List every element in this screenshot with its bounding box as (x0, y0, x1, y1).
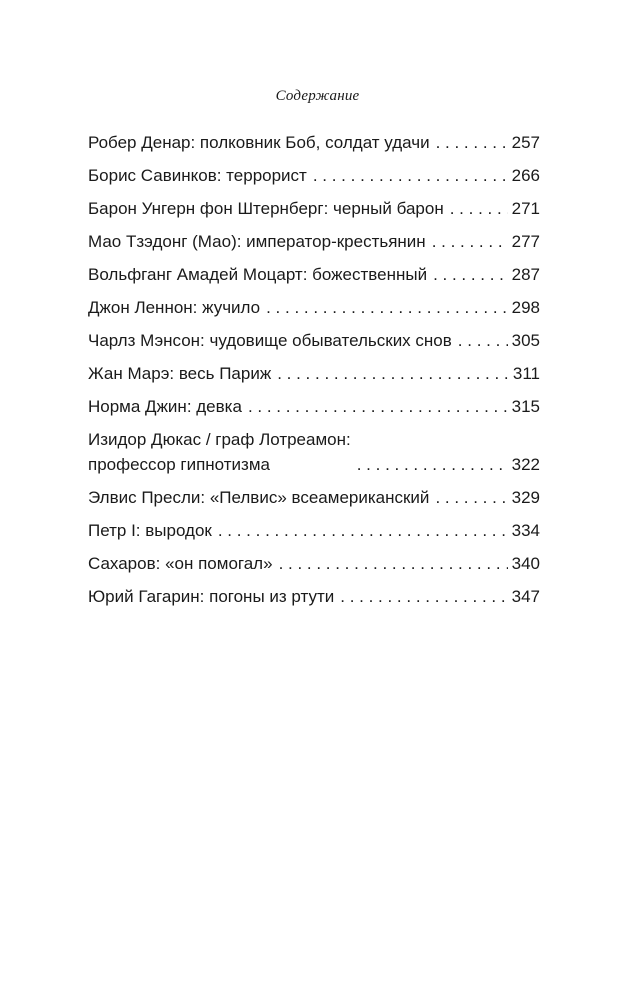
toc-entry[interactable] (88, 584, 540, 609)
entry-page-number: 347 (511, 587, 540, 606)
entry-title: Мао Тзэдонг (Мао): император-крестьянин (88, 232, 426, 251)
dot-leader (212, 518, 508, 543)
dot-leader (307, 163, 508, 188)
entry-title: Петр I: выродок (88, 521, 212, 540)
dot-leader (426, 229, 508, 254)
entry-title: Норма Джин: девка (88, 397, 242, 416)
entry-page-number: 315 (511, 397, 540, 416)
toc-entry[interactable] (88, 130, 540, 155)
dot-leader (444, 196, 508, 221)
toc-entry[interactable] (88, 394, 540, 419)
entry-page-number: 334 (511, 521, 540, 540)
dot-leader (452, 328, 508, 353)
page-title: Содержание (275, 88, 360, 104)
entry-title: Элвис Пресли: «Пелвис» всеамериканский (88, 488, 430, 507)
entry-page-number: 287 (511, 265, 540, 284)
toc-entry[interactable] (88, 196, 540, 221)
dot-leader (430, 130, 508, 155)
entry-page-number: 305 (511, 331, 540, 350)
entry-page-number: 340 (511, 554, 540, 573)
entry-title: Чарлз Мэнсон: чудовище обывательских снов (88, 331, 452, 350)
entry-page-number: 257 (511, 133, 540, 152)
toc-entry[interactable] (88, 427, 540, 477)
dot-leader (427, 262, 508, 287)
toc-entry[interactable] (88, 551, 540, 576)
toc-entry[interactable] (88, 518, 540, 543)
entry-title: Изидор Дюкас / граф Лотреамон: профессор гипнотизма (88, 430, 351, 474)
table-of-contents (88, 130, 540, 617)
entry-page-number: 322 (511, 455, 540, 474)
entry-title: Сахаров: «он помогал» (88, 554, 273, 573)
dot-leader (271, 361, 508, 386)
dot-leader (334, 584, 508, 609)
dot-leader (429, 485, 508, 510)
entry-title: Робер Денар: полковник Боб, солдат удачи (88, 133, 430, 152)
dot-leader (242, 394, 508, 419)
dot-leader (260, 295, 508, 320)
entry-page-number: 277 (511, 232, 540, 251)
entry-title: Джон Леннон: жучило (88, 298, 261, 317)
entry-title: Борис Савинков: террорист (88, 166, 307, 185)
entry-title: Юрий Гагарин: погоны из ртути (88, 587, 335, 606)
toc-entry[interactable] (88, 328, 540, 353)
toc-entry[interactable] (88, 229, 540, 254)
toc-entry[interactable] (88, 361, 540, 386)
toc-entry[interactable] (88, 163, 540, 188)
entry-title: Барон Унгерн фон Штернберг: черный барон (88, 199, 444, 218)
entry-page-number: 298 (511, 298, 540, 317)
entry-title: Жан Марэ: весь Париж (88, 364, 272, 383)
entry-page-number: 311 (512, 364, 540, 383)
dot-leader (273, 551, 508, 576)
dot-leader (351, 452, 508, 477)
entry-page-number: 329 (511, 488, 540, 507)
entry-page-number: 271 (511, 199, 540, 218)
toc-entry[interactable] (88, 262, 540, 287)
toc-entry[interactable] (88, 485, 540, 510)
toc-entry[interactable] (88, 295, 540, 320)
entry-title: Вольфганг Амадей Моцарт: божественный (88, 265, 428, 284)
entry-page-number: 266 (511, 166, 540, 185)
